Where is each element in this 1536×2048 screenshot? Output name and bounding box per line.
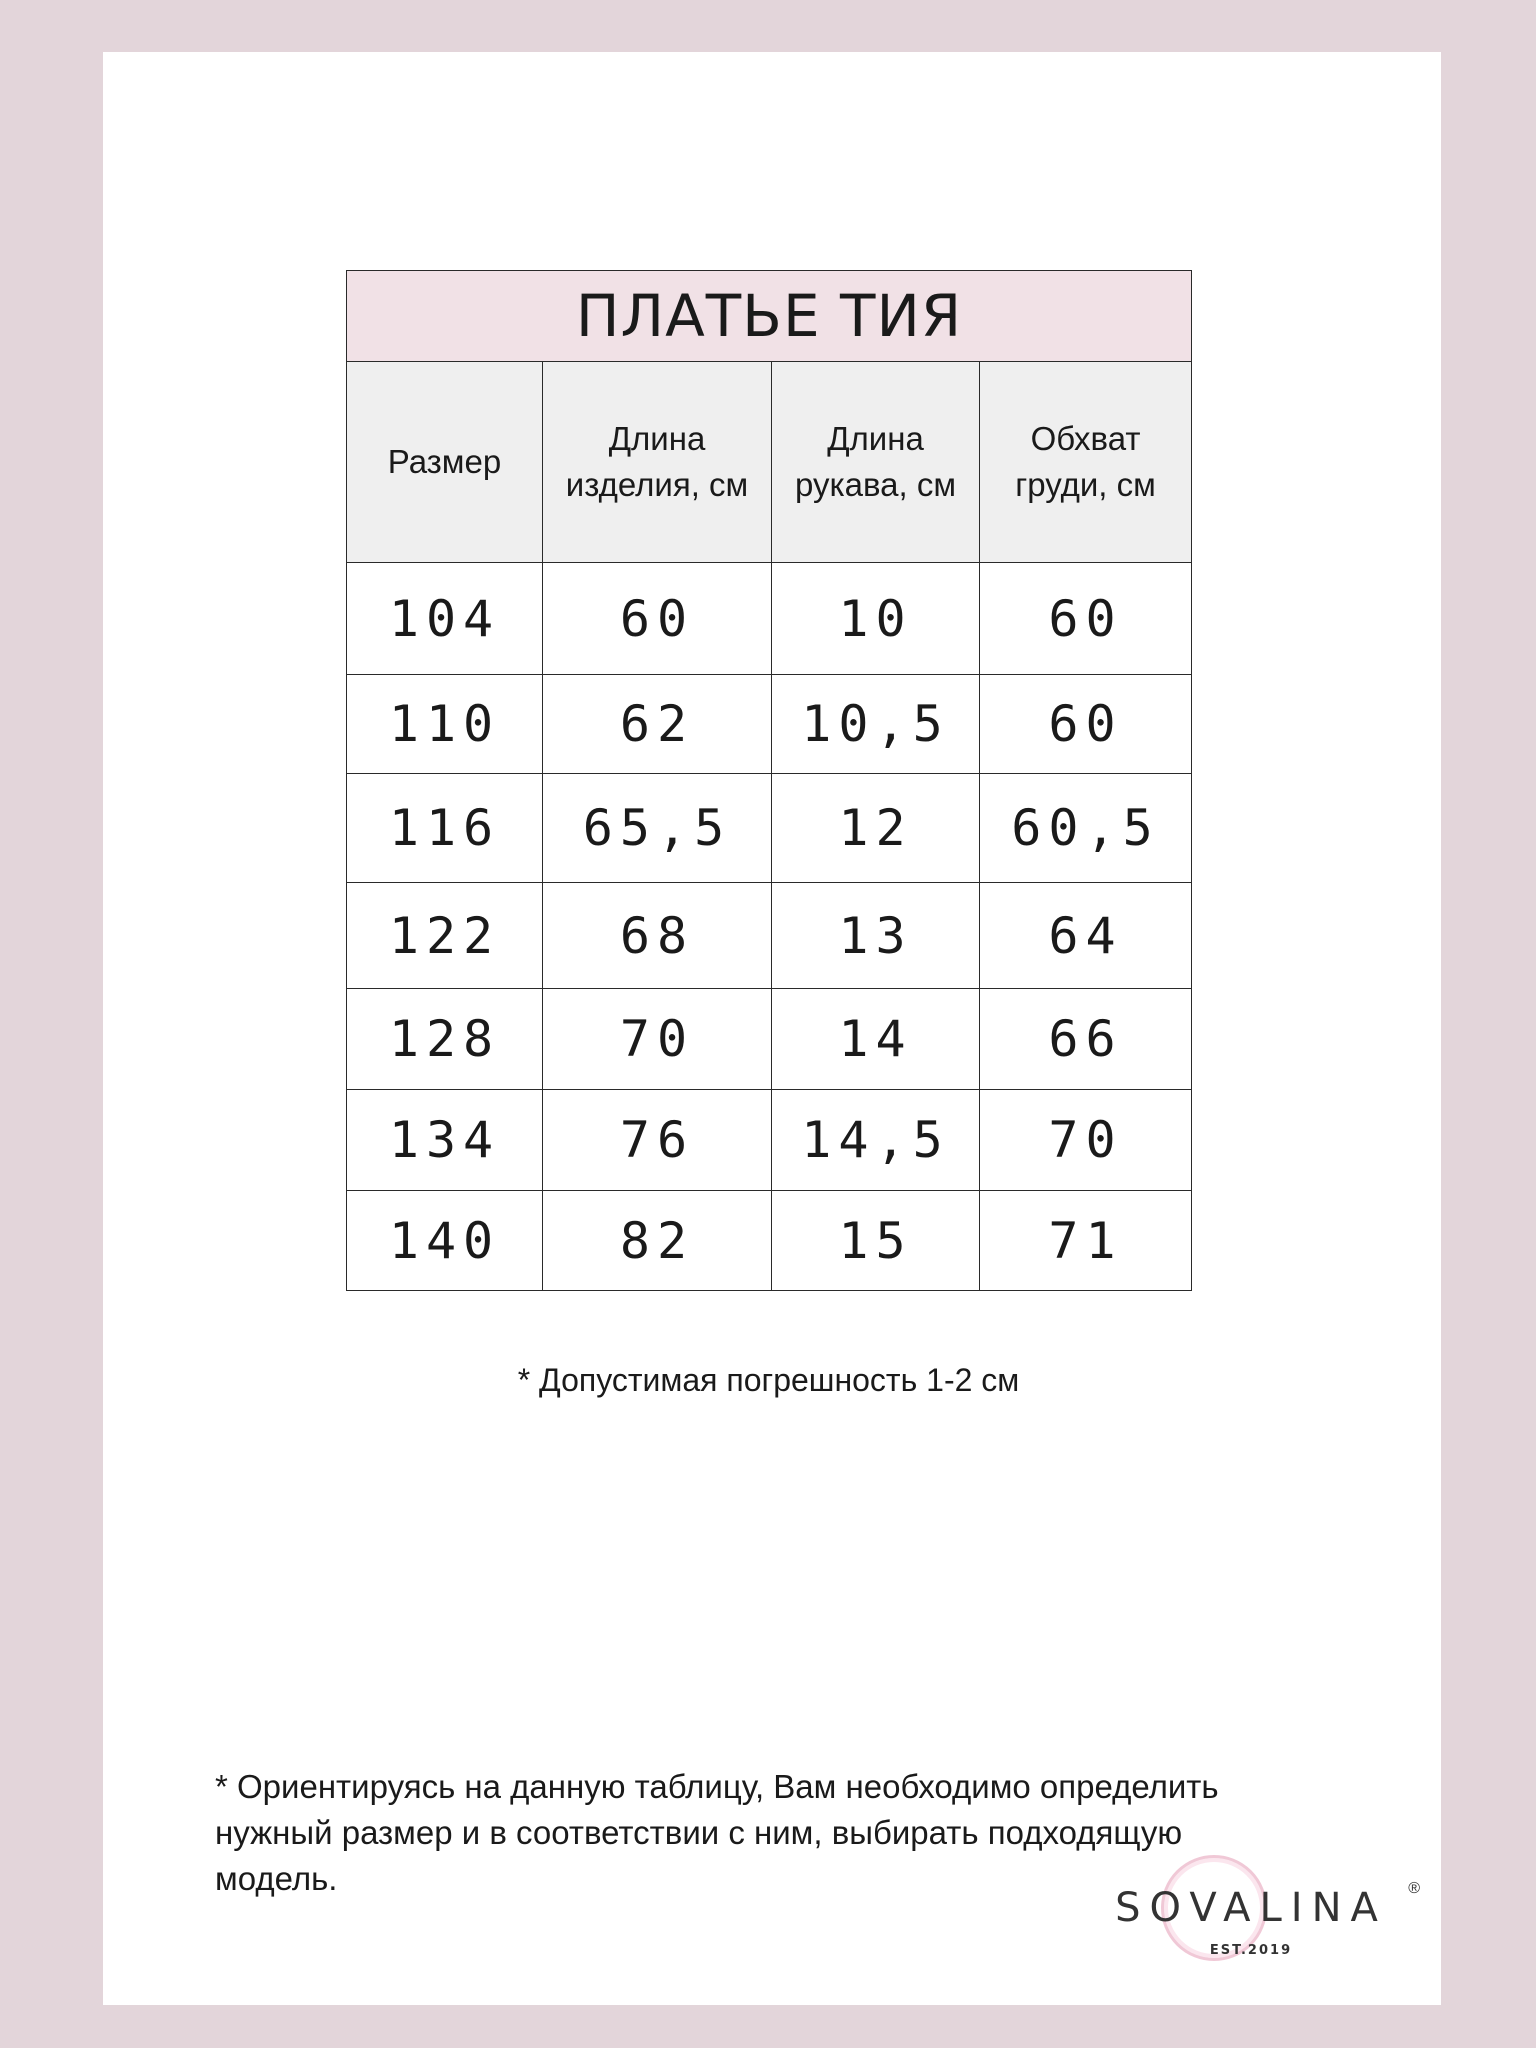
size-chart-sheet (103, 52, 1441, 2005)
cell-sleeve: 15 (772, 1191, 980, 1291)
header-sleeve-line-1: Длина (827, 420, 924, 457)
cell-size: 134 (347, 1090, 543, 1191)
header-size (347, 362, 543, 563)
header-length-line-2: изделия, см (565, 466, 749, 503)
cell-chest: 60 (980, 563, 1192, 675)
cell-chest: 71 (980, 1191, 1192, 1291)
cell-length: 76 (543, 1090, 772, 1191)
cell-sleeve: 13 (772, 883, 980, 989)
table-row (347, 989, 1192, 1090)
cell-sleeve: 14 (772, 989, 980, 1090)
header-chest (980, 362, 1192, 563)
logo-established: EST.2019 (1209, 1943, 1293, 1958)
header-size-line: Размер (387, 443, 502, 480)
cell-length: 70 (543, 989, 772, 1090)
guide-note-line-1: * Ориентируясь на данную таблицу, Вам необходимо определить (215, 1768, 1219, 1805)
cell-size: 104 (347, 563, 543, 675)
cell-length: 62 (543, 675, 772, 774)
header-sleeve (772, 362, 980, 563)
table-row (347, 675, 1192, 774)
header-length (543, 362, 772, 563)
cell-sleeve: 14,5 (772, 1090, 980, 1191)
cell-sleeve: 10,5 (772, 675, 980, 774)
cell-chest: 64 (980, 883, 1192, 989)
table-row (347, 563, 1192, 675)
tolerance-note: * Допустимая погрешность 1-2 см (517, 1362, 1020, 1398)
logo-wordmark: SOVALINA (1115, 1885, 1387, 1931)
header-chest-line-1: Обхват (1030, 420, 1141, 457)
cell-length: 82 (543, 1191, 772, 1291)
header-row (347, 362, 1192, 563)
cell-size: 140 (347, 1191, 543, 1291)
cell-chest: 60,5 (980, 774, 1192, 883)
cell-size: 116 (347, 774, 543, 883)
table-row (347, 1090, 1192, 1191)
table-row (347, 883, 1192, 989)
cell-sleeve: 10 (772, 563, 980, 675)
table-row (347, 774, 1192, 883)
brand-logo (1086, 1847, 1420, 1967)
guide-note-line-3: модель. (215, 1860, 338, 1897)
header-chest-line-2: груди, см (1015, 466, 1156, 503)
cell-size: 128 (347, 989, 543, 1090)
cell-chest: 66 (980, 989, 1192, 1090)
header-length-line-1: Длина (608, 420, 706, 457)
table-title: ПЛАТЬЕ ТИЯ (347, 271, 1192, 362)
cell-size: 122 (347, 883, 543, 989)
cell-length: 60 (543, 563, 772, 675)
guide-note-line-2: нужный размер и в соответствии с ним, выбирать подходящую (215, 1814, 1183, 1851)
cell-size: 110 (347, 675, 543, 774)
cell-sleeve: 12 (772, 774, 980, 883)
registered-mark: ® (1408, 1880, 1420, 1897)
cell-chest: 60 (980, 675, 1192, 774)
table-row (347, 1191, 1192, 1291)
cell-length: 65,5 (543, 774, 772, 883)
cell-chest: 70 (980, 1090, 1192, 1191)
cell-length: 68 (543, 883, 772, 989)
title-row (347, 271, 1192, 362)
size-table (346, 270, 1192, 1291)
header-sleeve-line-2: рукава, см (794, 466, 957, 503)
